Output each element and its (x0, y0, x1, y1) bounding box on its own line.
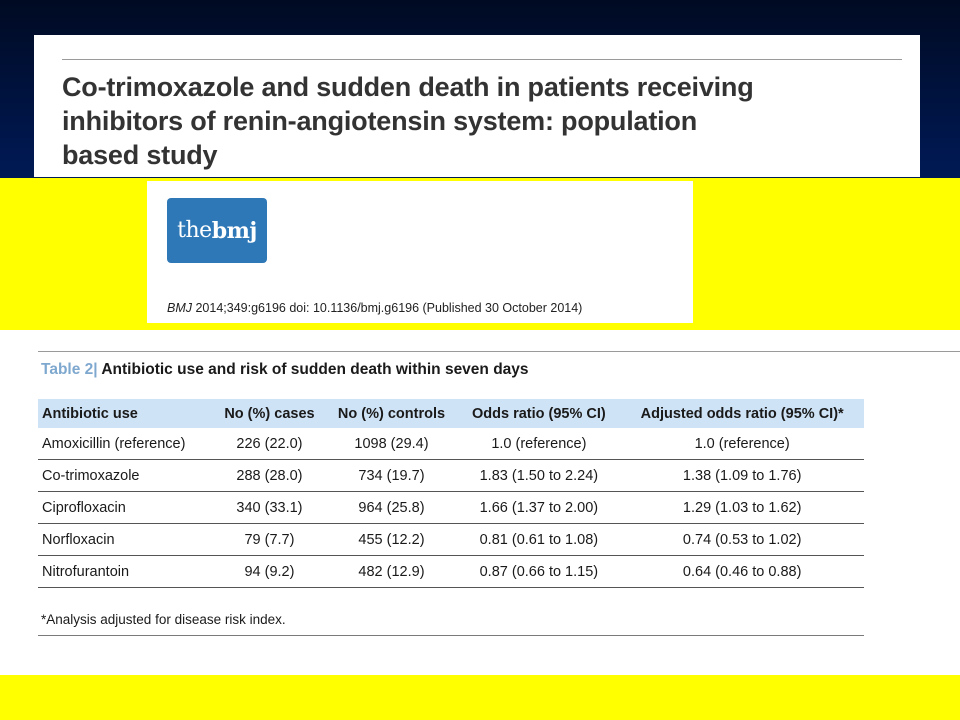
cell-controls: 1098 (29.4) (326, 428, 458, 460)
table-caption-text: Antibiotic use and risk of sudden death within seven days (97, 361, 529, 378)
cell-adjusted-odds-ratio: 0.74 (0.53 to 1.02) (620, 524, 864, 556)
table-row (38, 460, 864, 492)
title-box (34, 35, 920, 177)
journal-info-box (147, 181, 693, 323)
header-adjusted-odds-ratio: Adjusted odds ratio (95% CI)* (620, 399, 864, 428)
citation-journal: BMJ (167, 301, 192, 315)
header-odds-ratio: Odds ratio (95% CI) (457, 399, 620, 428)
table-caption (41, 361, 529, 379)
cell-controls: 455 (12.2) (326, 524, 458, 556)
cell-odds-ratio: 0.81 (0.61 to 1.08) (457, 524, 620, 556)
cell-cases: 94 (9.2) (213, 556, 325, 588)
article-title-line-3: based study (62, 140, 218, 170)
cell-adjusted-odds-ratio: 1.29 (1.03 to 1.62) (620, 492, 864, 524)
cell-odds-ratio: 1.0 (reference) (457, 428, 620, 460)
cell-adjusted-odds-ratio: 1.38 (1.09 to 1.76) (620, 460, 864, 492)
cell-adjusted-odds-ratio: 1.0 (reference) (620, 428, 864, 460)
header-cases: No (%) cases (213, 399, 325, 428)
table-row (38, 492, 864, 524)
article-title-line-2: inhibitors of renin-angiotensin system: population (62, 106, 698, 136)
header-controls: No (%) controls (326, 399, 458, 428)
title-rule (62, 59, 902, 60)
cell-controls: 734 (19.7) (326, 460, 458, 492)
bmj-logo-bmj: bmj (211, 217, 257, 244)
cell-cases: 226 (22.0) (213, 428, 325, 460)
citation (167, 301, 582, 315)
table-footnote: *Analysis adjusted for disease risk index. (41, 612, 286, 627)
header-antibiotic-use: Antibiotic use (38, 399, 213, 428)
table-header-row (38, 399, 864, 428)
cell-odds-ratio: 1.66 (1.37 to 2.00) (457, 492, 620, 524)
bmj-logo-the: the (177, 218, 212, 243)
cell-antibiotic: Nitrofurantoin (38, 556, 213, 588)
table-caption-number: Table 2| (41, 361, 98, 378)
table-bottom-rule (38, 635, 864, 636)
table-row (38, 524, 864, 556)
cell-cases: 340 (33.1) (213, 492, 325, 524)
cell-controls: 964 (25.8) (326, 492, 458, 524)
cell-controls: 482 (12.9) (326, 556, 458, 588)
antibiotic-risk-table (38, 399, 864, 588)
yellow-highlight-band-bottom (0, 675, 960, 720)
cell-antibiotic: Ciprofloxacin (38, 492, 213, 524)
cell-odds-ratio: 1.83 (1.50 to 2.24) (457, 460, 620, 492)
cell-antibiotic: Norfloxacin (38, 524, 213, 556)
cell-cases: 79 (7.7) (213, 524, 325, 556)
cell-odds-ratio: 0.87 (0.66 to 1.15) (457, 556, 620, 588)
cell-cases: 288 (28.0) (213, 460, 325, 492)
article-title-line-1: Co-trimoxazole and sudden death in patients receiving (62, 72, 754, 102)
table-top-rule (38, 351, 960, 352)
article-title (62, 70, 902, 172)
table-row (38, 428, 864, 460)
cell-adjusted-odds-ratio: 0.64 (0.46 to 0.88) (620, 556, 864, 588)
table-row (38, 556, 864, 588)
cell-antibiotic: Co-trimoxazole (38, 460, 213, 492)
citation-details: 2014;349:g6196 doi: 10.1136/bmj.g6196 (Published 30 October 2014) (192, 301, 583, 315)
bmj-logo (167, 198, 267, 263)
table-panel (0, 330, 960, 675)
cell-antibiotic: Amoxicillin (reference) (38, 428, 213, 460)
